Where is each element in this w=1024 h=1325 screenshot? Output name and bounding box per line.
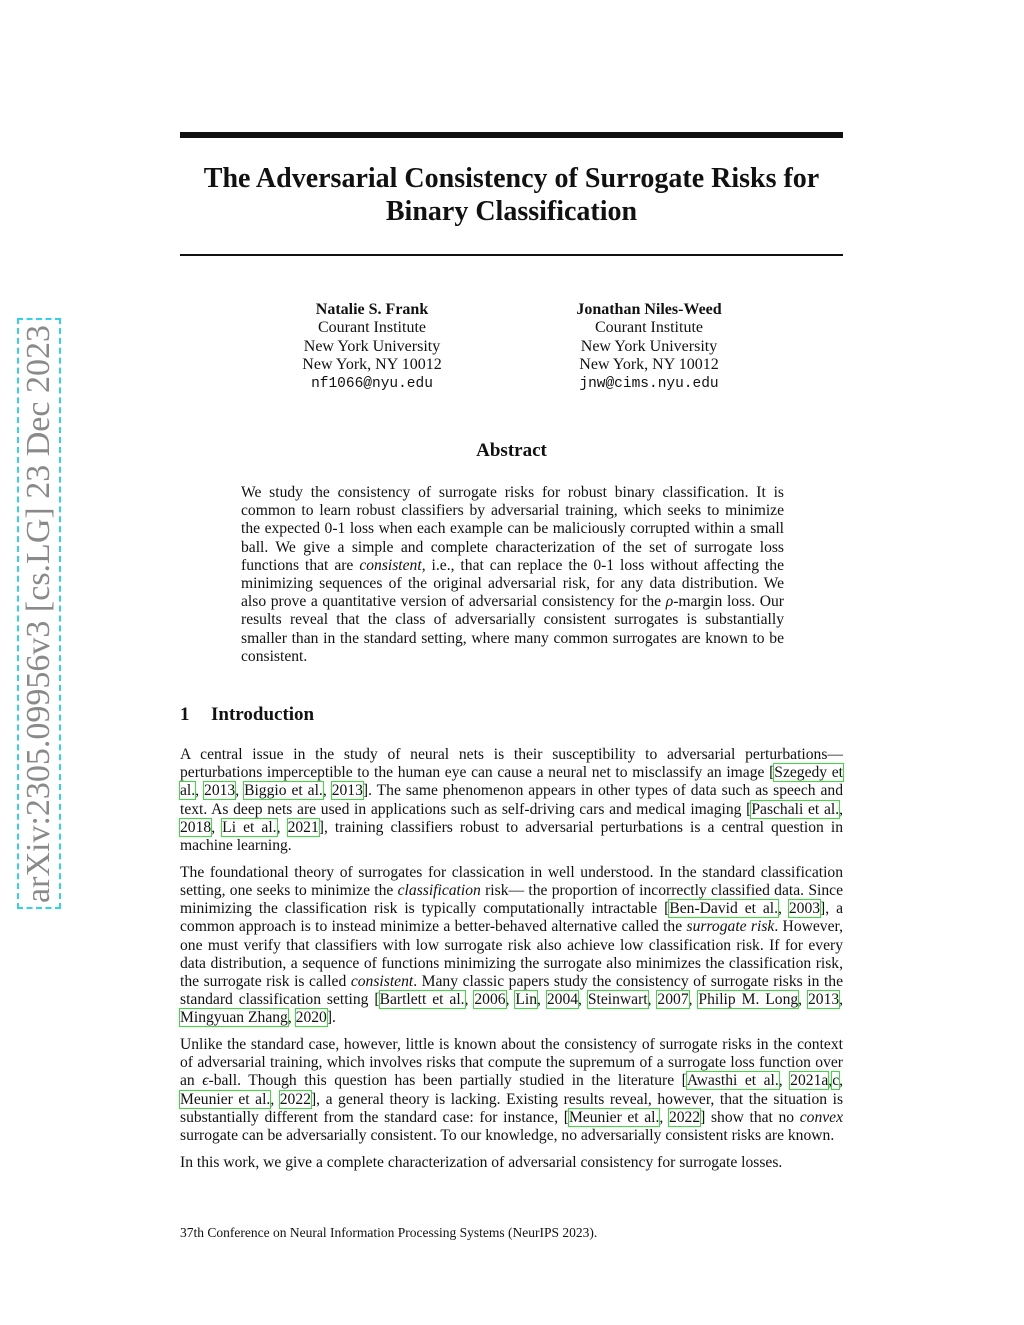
citation-link[interactable]: 2022 <box>279 1090 311 1108</box>
section-heading-introduction: 1 Introduction <box>180 704 315 725</box>
author-affiliation: Courant Institute <box>595 319 703 337</box>
author-email[interactable]: nf1066@nyu.edu <box>311 375 433 392</box>
citation-link[interactable]: Awasthi et al. <box>686 1072 779 1090</box>
citation-link[interactable]: Philip M. Long <box>698 991 799 1009</box>
citation-link[interactable]: Li et al. <box>222 818 277 836</box>
citation-link[interactable]: 2013 <box>807 991 840 1009</box>
paragraph-3: Unlike the standard case, however, little is known about the consistency of surrogate risks in the context of adversarial training, which involves risks that compute the supremum of a surrogate loss function over an ϵ-ball. Though this question has been partially studied in the literature [Awasthi et al., 2021a,c, Meunier et al., 2022], a general theory is lacking. Existing results reveal, however, that the situation is substantially different from the standard case: for instance, [Meunier et al., 2022] show that no convex surrogate can be adversarially consistent. To our knowledge, no adversarially consistent risks are known. <box>180 1036 844 1145</box>
paragraph-2: The foundational theory of surrogates for classication in well understood. In the standard classification setting, one seeks to minimize the classification risk— the proportion of incorrectly classified data. Since minimizing the classification risk is typically computationally intractable [Ben-David et al., 2003], a common approach is to instead minimize a better-behaved alternative called the surrogate risk. However, one must verify that classifiers with low surrogate risk also achieve low classification risk. If for every data distribution, a sequence of functions minimizing the surrogate also minimizes the classification risk, the surrogate risk is called consistent. Many classic papers study the consistency of surrogate risks in the standard classification setting [Bartlett et al., 2006, Lin, 2004, Steinwart, 2007, Philip M. Long, 2013, Mingyuan Zhang, 2020]. <box>180 863 844 1027</box>
author-name: Natalie S. Frank <box>315 301 429 318</box>
citation-link[interactable]: Lin <box>515 991 538 1009</box>
paper-title: The Adversarial Consistency of Surrogate Risks for Binary Classification <box>203 163 820 227</box>
citation-link[interactable]: Bartlett et al. <box>379 991 465 1009</box>
paragraph-4: In this work, we give a complete characterization of adversarial consistency for surrogate losses. <box>180 1153 783 1171</box>
citation-link[interactable]: Szegedy et al. <box>180 764 843 800</box>
introduction-body <box>180 746 843 1180</box>
citation-link[interactable]: Meunier et al. <box>568 1108 660 1126</box>
citation-link[interactable]: 2013 <box>204 782 236 800</box>
citation-link[interactable]: 2003 <box>788 900 821 918</box>
arxiv-stamp[interactable] <box>17 318 61 909</box>
arxiv-stamp-text: arXiv:2305.09956v3 [cs.LG] 23 Dec 2023 <box>20 324 58 903</box>
citation-link[interactable]: Biggio et al. <box>244 782 323 800</box>
abstract-text: We study the consistency of surrogate risks for robust binary classification. It is common to learn robust classifiers by adversarial training, which seeks to minimize the expected 0-1 loss when each example can be maliciously corrupted within a small ball. We give a simple and complete characterization of the set of surrogate loss functions that are consistent, i.e., that can replace the 0-1 loss without affecting the minimizing sequences of the original adversarial risk, for any data distribution. We also prove a quantitative version of adversarial consistency for the ρ-margin loss. Our results reveal that the class of adversarially consistent surrogates is substantially smaller than in the standard setting, where many common surrogates are known to be consistent. <box>241 484 784 665</box>
citation-link[interactable]: Paschali et al. <box>751 800 840 818</box>
author-university: New York University <box>580 337 718 355</box>
author-email[interactable]: jnw@cims.nyu.edu <box>579 375 719 392</box>
author-address: New York, NY 10012 <box>302 356 442 374</box>
citation-link[interactable]: 2006 <box>474 991 506 1009</box>
conference-footnote: 37th Conference on Neural Information Processing Systems (NeurIPS 2023). <box>180 1225 598 1240</box>
citation-link[interactable]: 2007 <box>657 991 689 1009</box>
author-address: New York, NY 10012 <box>579 356 719 374</box>
citation-link[interactable]: 2022 <box>668 1108 701 1126</box>
citation-link[interactable]: 2018 <box>180 818 212 836</box>
title-rule-top <box>180 132 843 138</box>
citation-link[interactable]: Ben-David et al. <box>669 900 779 918</box>
title-rule-bottom <box>180 254 843 256</box>
author-block-2 <box>529 301 769 393</box>
author-university: New York University <box>303 337 441 355</box>
citation-link[interactable]: 2004 <box>546 991 579 1009</box>
author-block-1 <box>252 301 492 393</box>
citation-link[interactable]: c <box>832 1072 840 1090</box>
citation-link[interactable]: Steinwart <box>587 991 648 1009</box>
citation-link[interactable]: 2021a <box>790 1072 829 1090</box>
citation-link[interactable]: 2013 <box>331 782 363 800</box>
abstract-heading: Abstract <box>476 440 547 461</box>
author-name: Jonathan Niles-Weed <box>576 301 722 318</box>
citation-link[interactable]: Meunier et al. <box>180 1090 271 1108</box>
citation-link[interactable]: Mingyuan Zhang <box>180 1009 288 1027</box>
author-affiliation: Courant Institute <box>318 319 426 337</box>
citation-link[interactable]: 2021 <box>287 818 319 836</box>
citation-link[interactable]: 2020 <box>295 1009 327 1027</box>
paragraph-1: A central issue in the study of neural nets is their susceptibility to adversarial perturbations—perturbations imperceptible to the human eye can cause a neural net to misclassify an image [Szegedy et al., 2013, Biggio et al., 2013]. The same phenomenon appears in other types of data such as speech and text. As deep nets are used in applications such as self-driving cars and medical imaging [Paschali et al., 2018, Li et al., 2021], training classifiers robust to adversarial perturbations is a central question in machine learning. <box>180 746 844 855</box>
